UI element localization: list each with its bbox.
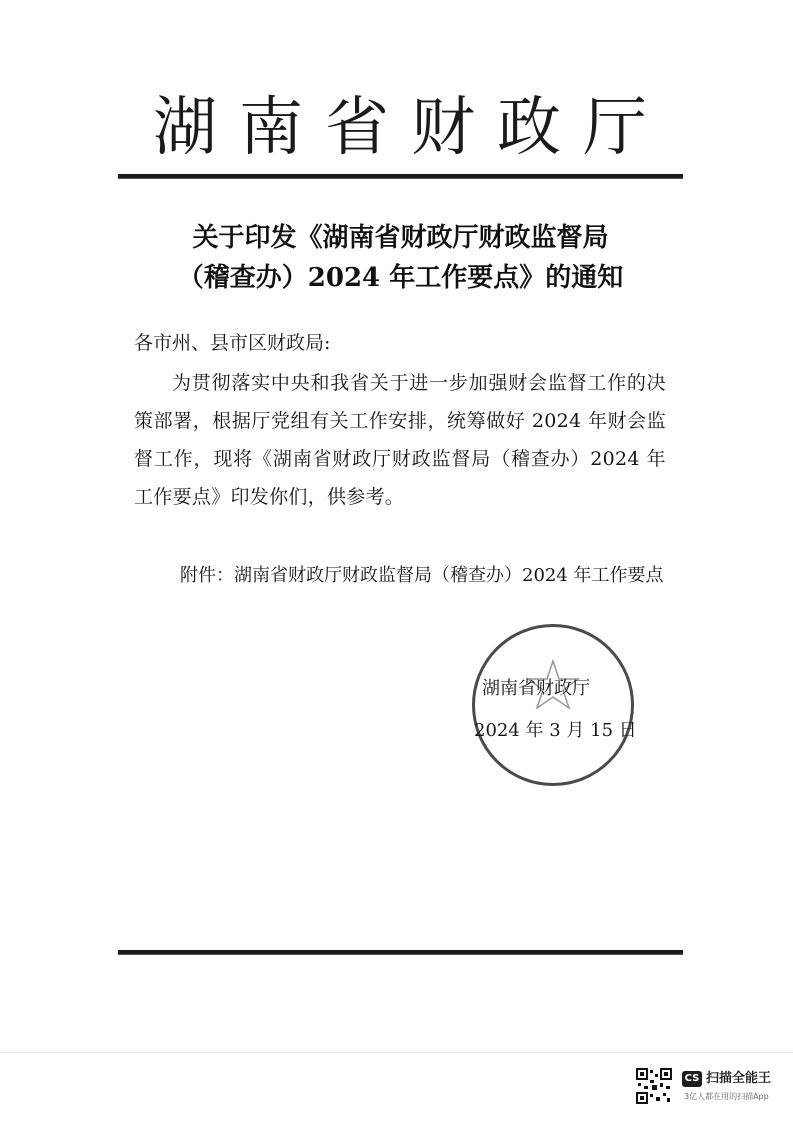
masthead-char: 厅 xyxy=(583,91,647,165)
masthead-char: 财 xyxy=(411,91,475,165)
attachment-note: 附件：湖南省财政厅财政监督局（稽查办）2024 年工作要点 xyxy=(180,565,664,586)
qr-code-icon xyxy=(636,1068,672,1104)
camscanner-logo-icon: CS xyxy=(682,1071,702,1087)
signing-date: 2024 年 3 月 15 日 xyxy=(474,720,637,741)
footer-divider xyxy=(118,950,683,954)
masthead-char: 政 xyxy=(497,91,561,165)
document-title-line-1: 关于印发《湖南省财政厅财政监督局 xyxy=(192,223,609,253)
seal-star-icon xyxy=(475,627,631,783)
masthead-char: 湖 xyxy=(153,91,217,165)
signing-organization: 湖南省财政厅 xyxy=(482,678,590,699)
masthead-char: 南 xyxy=(239,91,303,165)
scanner-tagline: 3亿人都在用的扫描App xyxy=(684,1092,769,1101)
masthead xyxy=(150,88,650,168)
scanner-brand-name: 扫描全能王 xyxy=(706,1071,772,1086)
document-title-line-2: （稽查办）2024 年工作要点》的通知 xyxy=(177,263,624,293)
masthead-char: 省 xyxy=(325,91,389,165)
masthead-divider xyxy=(118,174,683,178)
body-paragraph: 为贯彻落实中央和我省关于进一步加强财会监督工作的决策部署，根据厅党组有关工作安排，统筹做好 2024 年财会监督工作，现将《湖南省财政厅财政监督局（稽查办）2024 年工作要点》印发你们，供参考。 xyxy=(134,372,666,508)
official-seal xyxy=(472,624,634,786)
salutation: 各市州、县市区财政局: xyxy=(134,332,331,354)
scan-footer-separator xyxy=(0,1052,793,1053)
